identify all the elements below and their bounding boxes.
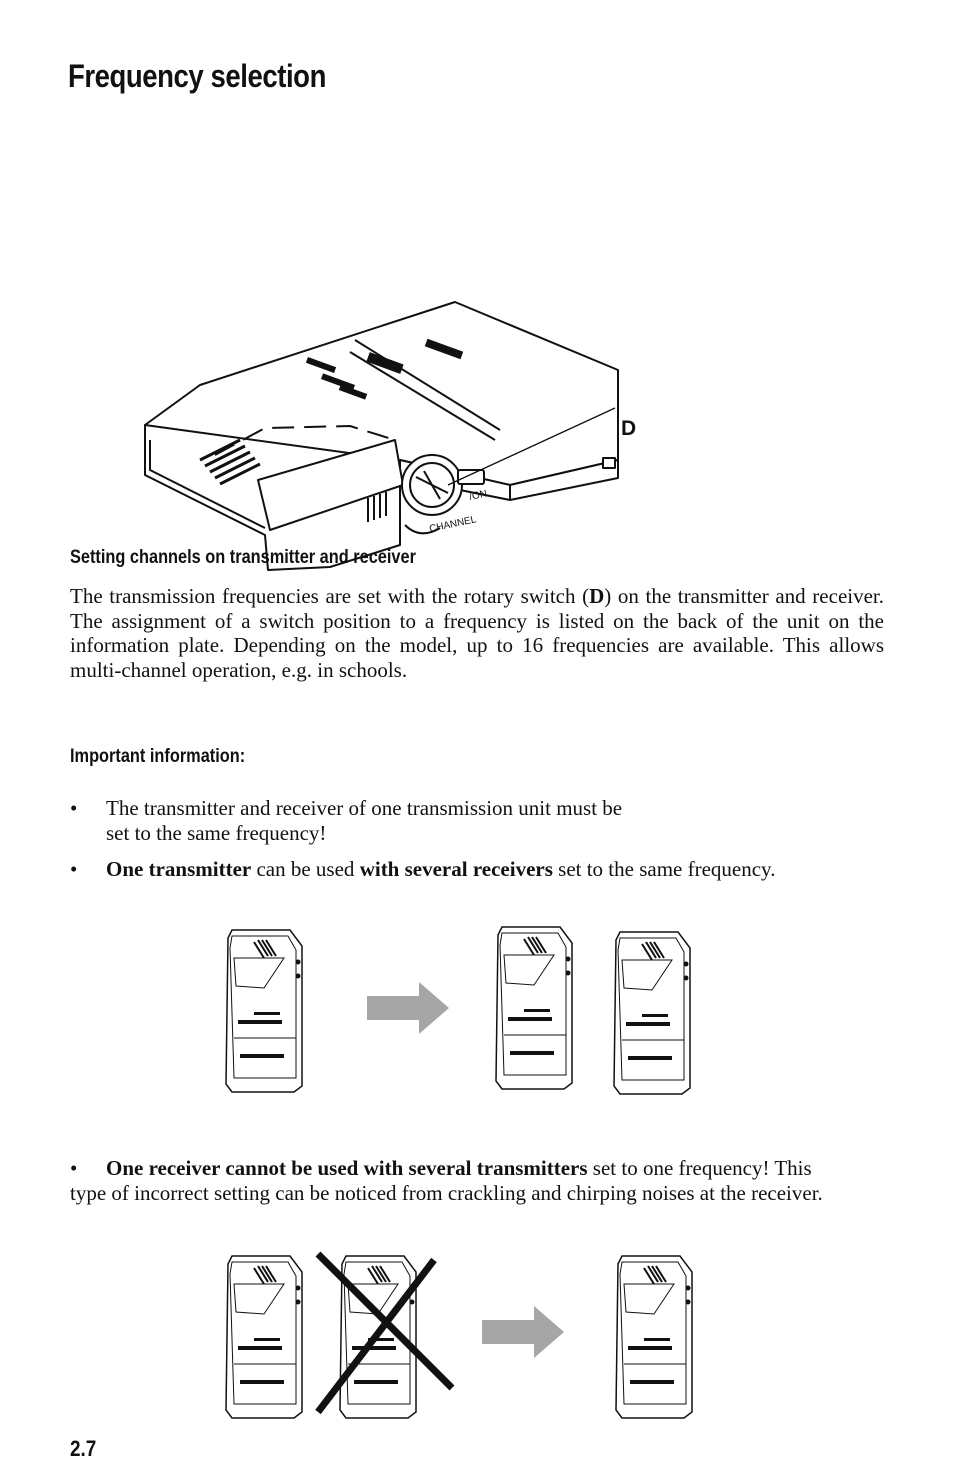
svg-text:CHANNEL: CHANNEL <box>428 514 478 535</box>
transmitter-illustration <box>0 140 954 600</box>
list-item: • The transmitter and receiver of one transmission unit must be set to the same frequency! <box>70 796 623 845</box>
callout-label-d: D <box>621 417 637 440</box>
section-heading-setting-channels: Setting channels on transmitter and receiver <box>70 547 416 568</box>
one-transmitter-several-receivers-illustration <box>0 920 954 1100</box>
page-title: Frequency selection <box>68 58 326 94</box>
list-item: • One receiver cannot be used with several transmitters set to one frequency! This type of incorrect setting can be noticed from crackling and chirping noises at the receiver. <box>70 1156 823 1205</box>
page-number: 2.7 <box>70 1436 97 1461</box>
svg-text:/ON: /ON <box>468 488 489 503</box>
list-item: • One transmitter can be used with several receivers set to the same frequency. <box>70 857 776 881</box>
section-heading-important-information: Important information: <box>70 746 246 767</box>
several-transmitters-one-receiver-illustration <box>0 1240 954 1420</box>
setting-channels-paragraph: The transmission frequencies are set with the rotary switch (D) on the transmitter and receiver. The assignment of a switch position to a frequency is listed on the back of the unit on the information plate. Depending on the model, up to 16 frequencies are available. This allows multi-channel operation, e.g. in schools. <box>70 584 884 682</box>
